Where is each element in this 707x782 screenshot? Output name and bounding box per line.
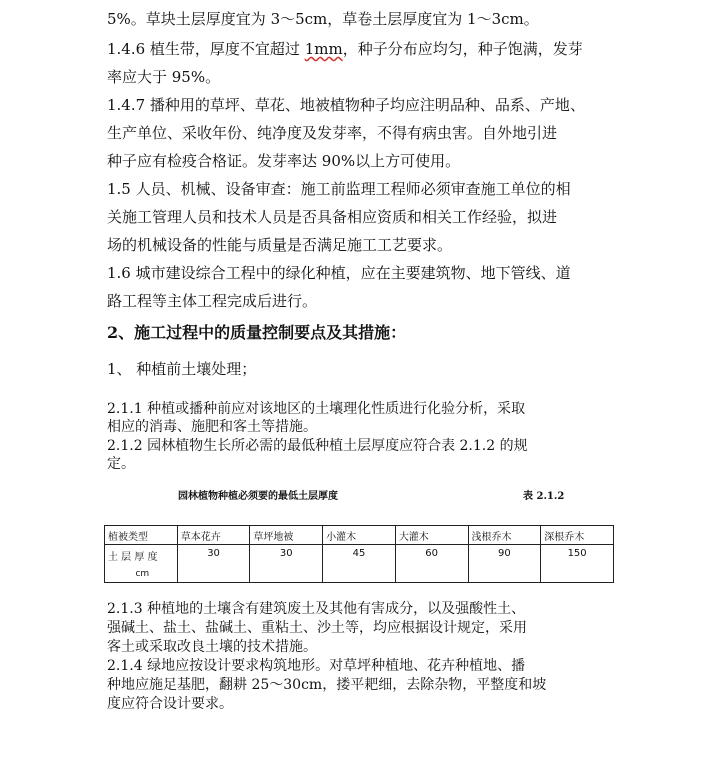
paragraph-line: 定。 <box>107 456 135 472</box>
paragraph-line: 2.1.1 种植或播种前应对该地区的土壤理化性质进行化验分析，采取 <box>107 401 526 417</box>
row-label-text: 土 层 厚 度 <box>108 552 158 563</box>
paragraph-line: 客土或采取改良土壤的技术措施。 <box>107 639 317 655</box>
text-run: ，种子分布应均匀，种子饱满，发芽 <box>342 40 583 58</box>
table-header-cell: 草坪地被 <box>250 526 323 545</box>
paragraph-line: 生产单位、采收年份、纯净度及发芽率，不得有病虫害。自外地引进 <box>107 124 558 142</box>
table-header-cell: 小灌木 <box>323 526 396 545</box>
table-cell: 30 <box>250 545 323 583</box>
table-number: 表 2.1.2 <box>523 491 565 502</box>
table-header-cell: 大灌木 <box>395 526 468 545</box>
paragraph-line: 2.1.2 园林植物生长所必需的最低种植土层厚度应符合表 2.1.2 的规 <box>107 438 528 454</box>
paragraph-line: 1.5 人员、机械、设备审查：施工前监理工程师必须审查施工单位的相 <box>107 180 571 198</box>
paragraph-line: 1.6 城市建设综合工程中的绿化种植，应在主要建筑物、地下管线、道 <box>107 264 571 282</box>
paragraph-line: 种地应施足基肥，翻耕 25～30cm，搂平耙细，去除杂物，平整度和坡 <box>107 677 547 693</box>
paragraph-line: 2.1.3 种植地的土壤含有建筑废土及其他有害成分，以及强酸性土、 <box>107 601 526 617</box>
paragraph-line: 5%。草块土层厚度宜为 3～5cm，草卷土层厚度宜为 1～3cm。 <box>107 10 539 28</box>
table-header-cell: 植被类型 <box>105 526 178 545</box>
paragraph-line: 1.4.7 播种用的草坪、草花、地被植物种子均应注明品种、品系、产地、 <box>107 96 585 114</box>
table-cell: 90 <box>468 545 541 583</box>
soil-depth-table <box>104 525 614 583</box>
table-cell: 60 <box>395 545 468 583</box>
table-cell: 150 <box>541 545 614 583</box>
table-header-cell: 深根乔木 <box>541 526 614 545</box>
table-row <box>105 545 614 583</box>
spellcheck-underlined-text: 1mm <box>304 40 343 58</box>
paragraph-line: 度应符合设计要求。 <box>107 696 233 712</box>
subsection-title: 1、 种植前土壤处理； <box>107 360 257 378</box>
table-row-label <box>105 545 178 583</box>
paragraph-line <box>107 40 583 58</box>
row-unit: cm <box>135 569 150 579</box>
table-header-row <box>105 526 614 545</box>
paragraph-line: 路工程等主体工程完成后进行。 <box>107 292 318 310</box>
paragraph-line: 强碱土、盐土、盐碱土、重粘土、沙土等，均应根据设计规定，采用 <box>107 620 527 636</box>
paragraph-line: 种子应有检疫合格证。发芽率达 90%以上方可使用。 <box>107 152 461 170</box>
text-run: 1.4.6 植生带，厚度不宜超过 <box>107 40 305 58</box>
paragraph-line: 2.1.4 绿地应按设计要求构筑地形。对草坪种植地、花卉种植地、播 <box>107 658 526 674</box>
table-header-cell: 浅根乔木 <box>468 526 541 545</box>
table-header-cell: 草本花卉 <box>177 526 250 545</box>
table-cell: 45 <box>323 545 396 583</box>
paragraph-line: 关施工管理人员和技术人员是否具备相应资质和相关工作经验，拟进 <box>107 208 558 226</box>
paragraph-line: 场的机械设备的性能与质量是否满足施工工艺要求。 <box>107 236 453 254</box>
paragraph-line: 相应的消毒、施肥和客土等措施。 <box>107 419 317 435</box>
table-cell: 30 <box>177 545 250 583</box>
paragraph-line: 率应大于 95%。 <box>107 68 221 86</box>
table-caption: 园林植物种植必须要的最低土层厚度 <box>178 491 338 502</box>
section-heading: 2、施工过程中的质量控制要点及其措施： <box>107 323 407 342</box>
